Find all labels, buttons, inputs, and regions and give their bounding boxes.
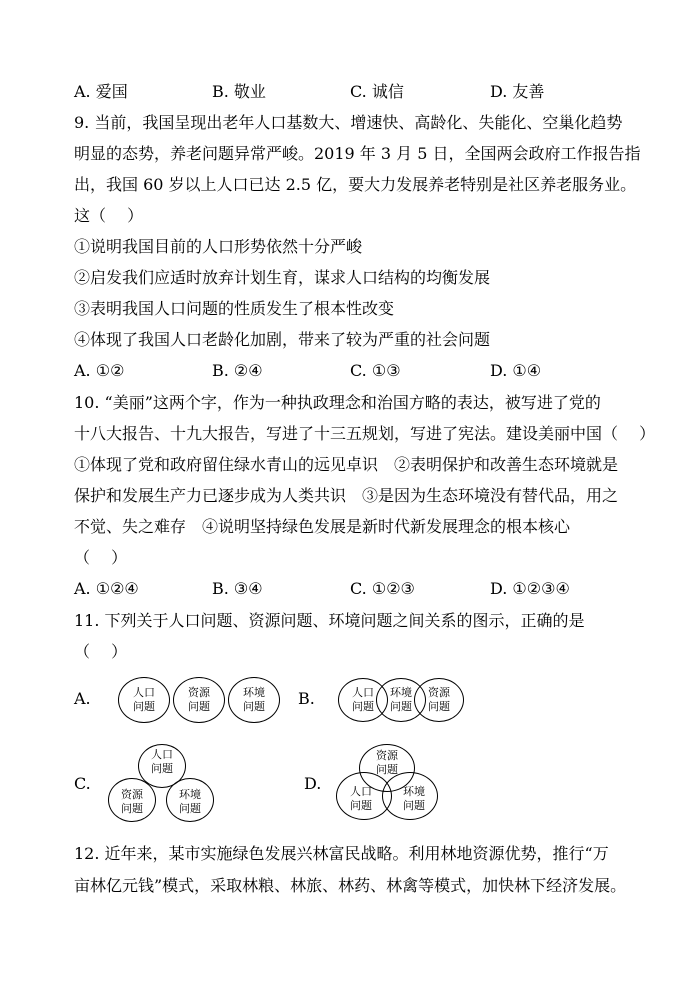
q9-option-d: D. ①④ xyxy=(490,361,542,380)
q12-stem-line-2: 亩林亿元钱”模式，采取林粮、林旅、林药、林禽等模式，加快林下经济发展。 xyxy=(74,876,627,895)
q9-statement-1: ①说明我国目前的人口形势依然十分严峻 xyxy=(74,237,363,256)
q11-c-circle-environment xyxy=(166,778,214,822)
q10-answer-bracket: （ ） xyxy=(74,548,128,567)
circle-text: 环境问题 xyxy=(390,686,412,713)
q8-option-a: A. 爱国 xyxy=(74,82,128,101)
circle-text: 人口问题 xyxy=(151,748,173,775)
q11-diagram-a-label: A. xyxy=(74,689,91,708)
q11-diagram-d-label: D. xyxy=(304,774,322,793)
circle-text: 资源问题 xyxy=(188,686,210,713)
q10-stem-line-2: 十八大报告、十九大报告，写进了十三五规划，写进了宪法。建设美丽中国（ ） xyxy=(74,424,656,443)
circle-text: 环境问题 xyxy=(179,788,201,815)
q11-diagram-b-label: B. xyxy=(298,689,315,708)
q9-option-b: B. ②④ xyxy=(212,361,263,380)
q9-statement-2: ②启发我们应适时放弃计划生育，谋求人口结构的均衡发展 xyxy=(74,268,491,287)
circle-text: 资源问题 xyxy=(428,686,450,713)
q9-stem-line-4: 这（ ） xyxy=(74,206,144,225)
q10-stem-line-3: ①体现了党和政府留住绿水青山的远见卓识 ②表明保护和改善生态环境就是 xyxy=(74,455,619,474)
circle-text: 资源问题 xyxy=(121,788,143,815)
q11-b-circle-resource xyxy=(414,678,464,722)
q9-statement-4: ④体现了我国人口老龄化加剧，带来了较为严重的社会问题 xyxy=(74,330,491,349)
q9-stem-line-3: 出，我国 60 岁以上人口已达 2.5 亿，要大力发展养老特别是社区养老服务业。 xyxy=(74,175,637,194)
q9-stem-line-2: 明显的态势，养老问题异常严峻。2019 年 3 月 5 日，全国两会政府工作报告指 xyxy=(74,144,641,163)
q8-option-d: D. 友善 xyxy=(490,82,545,101)
q11-c-circle-resource xyxy=(108,778,156,822)
circle-text: 资源问题 xyxy=(376,749,398,776)
q9-stem-line-1: 9. 当前，我国呈现出老年人口基数大、增速快、高龄化、失能化、空巢化趋势 xyxy=(74,113,623,132)
q11-d-circle-environment xyxy=(382,772,438,820)
circle-text: 人口问题 xyxy=(350,785,372,812)
q9-option-c: C. ①③ xyxy=(350,361,401,380)
q8-option-c: C. 诚信 xyxy=(350,82,404,101)
q11-a-circle-population xyxy=(118,677,170,723)
q10-option-b: B. ③④ xyxy=(212,579,263,598)
circle-text: 环境问题 xyxy=(403,785,425,812)
q10-option-d: D. ①②③④ xyxy=(490,579,570,598)
circle-text: 人口问题 xyxy=(133,686,155,713)
circle-text: 环境问题 xyxy=(243,686,265,713)
q10-stem-line-4: 保护和发展生产力已逐步成为人类共识 ③是因为生态环境没有替代品，用之 xyxy=(74,486,619,505)
q11-answer-bracket: （ ） xyxy=(74,642,128,661)
q11-a-circle-resource xyxy=(173,677,225,723)
q10-option-a: A. ①②④ xyxy=(74,579,139,598)
q8-option-b: B. 敬业 xyxy=(212,82,266,101)
q11-diagram-c-label: C. xyxy=(74,774,91,793)
q9-statement-3: ③表明我国人口问题的性质发生了根本性改变 xyxy=(74,299,395,318)
q11-a-circle-environment xyxy=(228,677,280,723)
q11-stem-line-1: 11. 下列关于人口问题、资源问题、环境问题之间关系的图示，正确的是 xyxy=(74,611,585,630)
q10-stem-line-1: 10. “美丽”这两个字，作为一种执政理念和治国方略的表达，被写进了党的 xyxy=(74,393,601,412)
q10-option-c: C. ①②③ xyxy=(350,579,415,598)
q9-option-a: A. ①② xyxy=(74,361,125,380)
q10-stem-line-5: 不觉、失之难存 ④说明坚持绿色发展是新时代新发展理念的根本核心 xyxy=(74,517,571,536)
circle-text: 人口问题 xyxy=(352,686,374,713)
q12-stem-line-1: 12. 近年来，某市实施绿色发展兴林富民战略。利用林地资源优势，推行“万 xyxy=(74,844,609,863)
